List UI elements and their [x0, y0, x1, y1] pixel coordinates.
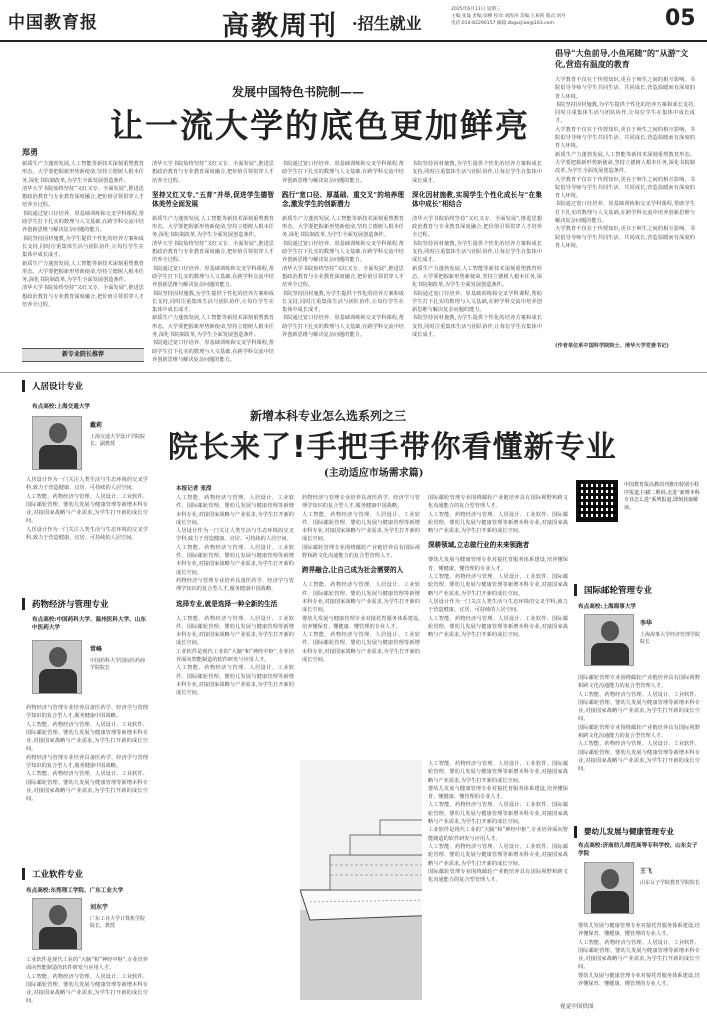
major-paragraph: 国际邮轮管理专业围绕邮轮产业链培养具有国际视野和跨文化沟通能力的复合型管理人才。 — [578, 675, 700, 690]
major-paragraph: 国际邮轮管理专业围绕邮轮产业链培养具有国际视野和跨文化沟通能力的复合型管理人才。 — [578, 724, 700, 740]
major-box-habitat-design — [22, 372, 148, 572]
series-paragraph: 人工智能、药物经济与管理、人居设计、工业软件、国际邮轮管理、婴幼儿发展与健康管理等新增本科专业,对接国家战略与产业需求,为学生打开新的成长空间。 — [428, 761, 568, 784]
photo-caption: 视觉中国供图 — [560, 1004, 594, 1010]
photo-head — [601, 621, 619, 641]
major-title: 国际邮轮管理专业 — [584, 586, 653, 596]
article-paragraph: 书院通过宽口径培养、厚基础训练和交叉学科课程,帮助学生打下扎实的数理与人文基础,在跨学科交流中培养创新思维与解决复杂问题的能力。 — [152, 265, 274, 289]
major-title: 药物经济与管理专业 — [32, 600, 109, 610]
major-paragraph: 人工智能、药物经济与管理、人居设计、工业软件、国际邮轮管理、婴幼儿发展与健康管理等新增本科专业,对接国家战略与产业需求,为学生打开新的成长空间。 — [26, 493, 148, 525]
major-paragraph: 婴幼儿发展与健康管理专业对接托育服务体系建设,培养懂保育、懂健康、懂管理的专业人才。 — [578, 972, 700, 988]
photo-body — [39, 669, 77, 694]
major-text — [578, 674, 700, 794]
series-paragraph: 国际邮轮管理专业围绕邮轮产业链培养具有国际视野和跨文化沟通能力的复合型管理人才。 — [302, 544, 420, 560]
major-paragraph: 人居设计作为一门关注人类生活与生态环境的交叉学科,致力于营造健康、宜居、可持续的人居空间。 — [26, 526, 148, 542]
person-name: 刘东宇 — [90, 904, 109, 911]
major-recruit: 布点高校:东莞理工学院、广东工业大学 — [26, 888, 124, 894]
series-paragraph: 国际邮轮管理专业围绕邮轮产业链培养具有国际视野和跨文化沟通能力的复合型管理人才。 — [428, 868, 568, 884]
major-title: 工业软件专业 — [32, 870, 84, 880]
article-paragraph: 书院坚持因材施教,为学生提供个性化的培养方案和成长支持,同时注重集体生活与团队协作,让每位学生在集体中成长成才。 — [412, 315, 542, 339]
person-photo — [32, 898, 82, 950]
major-title: 婴幼儿发展与健康管理专业 — [584, 827, 674, 836]
article-paragraph: 书院通过宽口径培养、厚基础训练和交叉学科课程,帮助学生打下扎实的数理与人文基础,在跨学科交流中培养创新思维与解决复杂问题的能力。 — [282, 161, 404, 184]
major-paragraph: 人居设计作为一门关注人类生活与生态环境的交叉学科,致力于营造健康、宜居、可持续的人居空间。 — [26, 477, 148, 492]
series-paragraph: 人工智能、药物经济与管理、人居设计、工业软件、国际邮轮管理、婴幼儿发展与健康管理等新增本科专业,对接国家战略与产业需求,为学生打开新的成长空间。 — [176, 615, 294, 647]
article-subhead-2: 践行“宽口径、厚基础、重交叉”的培养理念,激发学生的创新潜力 — [282, 190, 404, 208]
person-name: 王飞 — [640, 868, 653, 875]
major-recruit: 布点高校:济南幼儿师范高等专科学校、山东女子学院 — [578, 843, 698, 857]
article-paragraph: 清华大学书院始终坚持“又红又专、全面发展”,推进思想政治教育与专业教育深度融合,把价值引领贯穿人才培养全过程。 — [152, 240, 274, 264]
series-paragraph: 工业软件是现代工业的“大脑”和“神经中枢”,专业培养面向智能制造的软件研发与应用人才。 — [428, 827, 568, 842]
series-paragraph: 人工智能、药物经济与管理、人居设计、工业软件、国际邮轮管理、婴幼儿发展与健康管理等新增本科专业,对接国家战略与产业需求,为学生打开新的成长空间。 — [428, 802, 568, 826]
major-paragraph: 人工智能、药物经济与管理、人居设计、工业软件、国际邮轮管理、婴幼儿发展与健康管理等新增本科专业,对接国家战略与产业需求,为学生打开新的成长空间。 — [26, 973, 148, 1005]
qr-code[interactable] — [576, 480, 618, 522]
series-column-4 — [428, 760, 568, 1000]
major-text — [26, 476, 148, 564]
author-note: (作者单位系中国科学院院士、清华大学党委书记) — [555, 343, 669, 349]
series-paragraph: 人居设计作为一门关注人类生活与生态环境的交叉学科,致力于营造健康、宜居、可持续的人居空间。 — [428, 598, 568, 614]
editors-line: 主编:张曼 责编:徐柳 校对:刘海涛 美编:王莉莉 版式:刘丹 — [451, 14, 566, 19]
box-marker — [22, 868, 25, 880]
article-kicker: 发展中国特色书院制—— — [232, 85, 365, 99]
major-recruit: 布点高校:上海海事大学 — [578, 604, 637, 610]
box-marker — [22, 598, 25, 610]
sidebar-paragraph: 大学教育不仅在于传授知识,更在于师生之间的相互影响。书院倡导导师与学生共同生活、共同成长,营造温暖而有深度的育人环境。 — [555, 126, 695, 150]
article-subhead-1: 坚持又红又专,“五育”并举,促进学生德智体美劳全面发展 — [152, 190, 274, 208]
cruise-ship-illustration — [300, 760, 422, 1000]
series-paragraph: 婴幼儿发展与健康管理专业对接托育服务体系建设,培养懂保育、懂健康、懂管理的专业人才。 — [428, 785, 568, 801]
sidebar-paragraph: 大学教育不仅在于传授知识,更在于师生之间的相互影响。书院倡导导师与学生共同生活、共同成长,营造温暖而有深度的育人环境。 — [555, 77, 695, 100]
box-marker — [574, 826, 577, 838]
article-paragraph: 新质生产力蓬勃发展,人工智能等新技术深刻重塑教育形态。大学要把握新形势新使命,坚持立德树人根本任务,深化书院制改革,为学生全面发展创造条件。 — [22, 260, 144, 284]
major-text — [578, 922, 700, 1018]
series-paragraph: 人工智能、药物经济与管理、人居设计、工业软件、国际邮轮管理、婴幼儿发展与健康管理等新增本科专业,对接国家战略与产业需求,为学生打开新的成长空间。 — [176, 665, 294, 697]
masthead-info — [451, 6, 661, 27]
series-paragraph: 人居设计作为一门关注人类生活与生态环境的交叉学科,致力于营造健康、宜居、可持续的人居空间。 — [176, 528, 294, 543]
series-paragraph: 药物经济与管理专业培养具备医药学、经济学与管理学知识的复合型人才,服务健康中国战略。 — [176, 577, 294, 593]
series-paragraph: 婴幼儿发展与健康管理专业对接托育服务体系建设,培养懂保育、懂健康、懂管理的专业人才。 — [428, 557, 568, 572]
photo-body — [39, 927, 77, 950]
series-subtitle: (主动适应市场需求篇) — [324, 468, 424, 479]
article-paragraph: 清华大学书院始终坚持“又红又专、全面发展”,推进思想政治教育与专业教育深度融合,把价值引领贯穿人才培养全过程。 — [22, 285, 144, 309]
page-number: 05 — [665, 6, 696, 31]
major-text — [26, 956, 148, 1018]
series-paragraph: 人工智能、药物经济与管理、人居设计、工业软件、国际邮轮管理、婴幼儿发展与健康管理等新增本科专业,对接国家战略与产业需求,为学生打开新的成长空间。 — [428, 511, 568, 535]
article-paragraph: 书院坚持因材施教,为学生提供个性化的培养方案和成长支持,同时注重集体生活与团队协作,让每位学生在集体中成长成才。 — [22, 235, 144, 259]
article-paragraph: 书院通过宽口径培养、厚基础训练和交叉学科课程,帮助学生打下扎实的数理与人文基础,在跨学科交流中培养创新思维与解决复杂问题的能力。 — [412, 290, 542, 314]
left-rail-label: 新专业院长推荐 — [61, 351, 104, 358]
person-position: 广东工业大学计算机学院院长、教授 — [90, 916, 146, 929]
article-paragraph: 新质生产力蓬勃发展,人工智能等新技术深刻重塑教育形态。大学要把握新形势新使命,坚持立德树人根本任务,深化书院制改革,为学生全面发展创造条件。 — [412, 265, 542, 289]
major-box-pharma-econ — [22, 590, 148, 860]
article-column-1 — [22, 160, 144, 328]
major-paragraph: 药物经济与管理专业培养具备医药学、经济学与管理学知识的复合型人才,服务健康中国战略。 — [26, 754, 148, 770]
article-paragraph: 书院通过宽口径培养、厚基础训练和交叉学科课程,帮助学生打下扎实的数理与人文基础,在跨学科交流中培养创新思维与解决复杂问题的能力。 — [282, 240, 404, 264]
series-column-3 — [428, 494, 568, 754]
article-paragraph: 清华大学书院始终坚持“又红又专、全面发展”,推进思想政治教育与专业教育深度融合,把价值引领贯穿人才培养全过程。 — [152, 161, 274, 184]
person-name: 戴莉 — [90, 422, 103, 429]
series-column-1 — [176, 494, 294, 814]
sidebar-title: 倡导“大鱼前导,小鱼尾随”的“从游”文化,营造有温度的教育 — [555, 48, 689, 69]
major-paragraph: 药物经济与管理专业培养具备医药学、经济学与管理学知识的复合型人才,服务健康中国战略。 — [26, 705, 148, 720]
person-name: 李华 — [640, 620, 653, 627]
photo-body — [591, 643, 629, 666]
major-paragraph: 人工智能、药物经济与管理、人居设计、工业软件、国际邮轮管理、婴幼儿发展与健康管理等新增本科专业,对接国家战略与产业需求,为学生打开新的成长空间。 — [26, 721, 148, 753]
series-paragraph: 人工智能、药物经济与管理、人居设计、工业软件、国际邮轮管理、婴幼儿发展与健康管理等新增本科专业,对接国家战略与产业需求,为学生打开新的成长空间。 — [302, 582, 420, 614]
photo-head — [49, 423, 67, 443]
sidebar-paragraph: 大学教育不仅在于传授知识,更在于师生之间的相互影响。书院倡导导师与学生共同生活、共同成长,营造温暖而有深度的育人环境。 — [555, 226, 695, 249]
photo-head — [49, 905, 67, 925]
major-recruit: 布点高校:中国药科大学、温州医科大学、山东中医药大学 — [32, 617, 146, 631]
series-paragraph: 人工智能、药物经济与管理、人居设计、工业软件、国际邮轮管理、婴幼儿发展与健康管理等新增本科专业,对接国家战略与产业需求,为学生打开新的成长空间。 — [302, 511, 420, 543]
sidebar-paragraph: 书院通过宽口径培养、厚基础训练和交叉学科课程,帮助学生打下扎实的数理与人文基础,在跨学科交流中培养创新思维与解决复杂问题的能力。 — [555, 201, 695, 225]
series-reporter: 本报记者 张滢 — [176, 486, 212, 492]
major-paragraph: 婴幼儿发展与健康管理专业对接托育服务体系建设,培养懂保育、懂健康、懂管理的专业人才。 — [578, 923, 700, 938]
series-paragraph: 人工智能、药物经济与管理、人居设计、工业软件、国际邮轮管理、婴幼儿发展与健康管理等新增本科专业,对接国家战略与产业需求,为学生打开新的成长空间。 — [428, 615, 568, 639]
cruise-ship-photo — [300, 760, 422, 1000]
article-paragraph: 书院坚持因材施教,为学生提供个性化的培养方案和成长支持,同时注重集体生活与团队协作,让每位学生在集体中成长成才。 — [282, 290, 404, 314]
series-paragraph: 工业软件是现代工业的“大脑”和“神经中枢”,专业培养面向智能制造的软件研发与应用人才。 — [176, 648, 294, 664]
article-column-4 — [412, 160, 542, 390]
section-subtitle: ·招生就业 — [352, 14, 422, 33]
major-paragraph: 工业软件是现代工业的“大脑”和“神经中枢”,专业培养面向智能制造的软件研发与应用人才。 — [26, 957, 148, 972]
article-paragraph: 清华大学书院始终坚持“又红又专、全面发展”,推进思想政治教育与专业教育深度融合,把价值引领贯穿人才培养全过程。 — [282, 265, 404, 289]
series-paragraph: 人工智能、药物经济与管理、人居设计、工业软件、国际邮轮管理、婴幼儿发展与健康管理等新增本科专业,对接国家战略与产业需求,为学生打开新的成长空间。 — [176, 495, 294, 526]
article-byline: 郑勇 — [22, 147, 38, 157]
major-title: 人居设计专业 — [32, 382, 84, 392]
person-photo — [32, 640, 82, 694]
article-subhead-3: 深化因材施教,实现学生个性化成长与“在集体中成长”相结合 — [412, 190, 542, 208]
series-paragraph: 国际邮轮管理专业围绕邮轮产业链培养具有国际视野和跨文化沟通能力的复合型管理人才。 — [428, 495, 568, 510]
article-paragraph: 书院坚持因材施教,为学生提供个性化的培养方案和成长支持,同时注重集体生活与团队协作,让每位学生在集体中成长成才。 — [152, 290, 274, 314]
article-paragraph: 清华大学书院始终坚持“又红又专、全面发展”,推进思想政治教育与专业教育深度融合,把价值引领贯穿人才培养全过程。 — [22, 185, 144, 209]
newspaper-logo: 中国教育报 — [8, 13, 98, 33]
article-paragraph: 新质生产力蓬勃发展,人工智能等新技术深刻重塑教育形态。大学要把握新形势新使命,坚持立德树人根本任务,深化书院制改革,为学生全面发展创造条件。 — [152, 315, 274, 339]
sidebar-paragraph: 新质生产力蓬勃发展,人工智能等新技术深刻重塑教育形态。大学要把握新形势新使命,坚持立德树人根本任务,深化书院制改革,为学生全面发展创造条件。 — [555, 151, 695, 175]
major-text — [26, 704, 148, 854]
qr-description: 中国教育报高教周刊推出特别小程序报道,扫描二维码,走进“新增本科专业怎么选”系列报道,即刻获取解读。 — [624, 482, 700, 511]
major-paragraph: 人工智能、药物经济与管理、人居设计、工业软件、国际邮轮管理、婴幼儿发展与健康管理等新增本科专业,对接国家战略与产业需求,为学生打开新的成长空间。 — [578, 691, 700, 723]
major-paragraph: 人工智能、药物经济与管理、人居设计、工业软件、国际邮轮管理、婴幼儿发展与健康管理等新增本科专业,对接国家战略与产业需求,为学生打开新的成长空间。 — [26, 771, 148, 803]
series-headline: 院长来了!手把手带你看懂新专业 — [168, 430, 617, 465]
article-paragraph: 新质生产力蓬勃发展,人工智能等新技术深刻重塑教育形态。大学要把握新形势新使命,坚持立德树人根本任务,深化书院制改革,为学生全面发展创造条件。 — [282, 215, 404, 239]
photo-head — [601, 869, 619, 889]
article-column-2 — [152, 160, 274, 390]
series-column-2 — [302, 494, 420, 754]
sidebar-paragraph: 书院坚持因材施教,为学生提供个性化的培养方案和成长支持,同时注重集体生活与团队协作,让每位学生在集体中成长成才。 — [555, 101, 695, 125]
major-box-industrial-software — [22, 860, 148, 1020]
series-kicker: 新增本科专业怎么选系列之三 — [250, 409, 407, 423]
person-position: 上海海事大学经济管理学院院长 — [640, 632, 701, 645]
box-marker — [22, 380, 25, 392]
article-paragraph: 书院坚持因材施教,为学生提供个性化的培养方案和成长支持,同时注重集体生活与团队协作,让每位学生在集体中成长成才。 — [412, 161, 542, 184]
person-name: 常峰 — [90, 646, 103, 653]
series-paragraph: 人工智能、药物经济与管理、人居设计、工业软件、国际邮轮管理、婴幼儿发展与健康管理等新增本科专业,对接国家战略与产业需求,为学生打开新的成长空间。 — [302, 632, 420, 664]
major-recruit: 布点高校:上海交通大学 — [32, 404, 91, 410]
box-marker — [574, 584, 577, 596]
article-headline: 让一流大学的底色更加鲜亮 — [110, 106, 530, 145]
series-paragraph: 人工智能、药物经济与管理、人居设计、工业软件、国际邮轮管理、婴幼儿发展与健康管理等新增本科专业,对接国家战略与产业需求,为学生打开新的成长空间。 — [428, 843, 568, 867]
person-position: 山东女子学院教育学院院长 — [640, 880, 701, 886]
series-paragraph: 人工智能、药物经济与管理、人居设计、工业软件、国际邮轮管理、婴幼儿发展与健康管理等新增本科专业,对接国家战略与产业需求,为学生打开新的成长空间。 — [428, 574, 568, 597]
article-paragraph: 书院坚持因材施教,为学生提供个性化的培养方案和成长支持,同时注重集体生活与团队协作,让每位学生在集体中成长成才。 — [412, 240, 542, 264]
series-paragraph: 人工智能、药物经济与管理、人居设计、工业软件、国际邮轮管理、婴幼儿发展与健康管理等新增本科专业,对接国家战略与产业需求,为学生打开新的成长空间。 — [176, 544, 294, 576]
article-paragraph: 书院通过宽口径培养、厚基础训练和交叉学科课程,帮助学生打下扎实的数理与人文基础,在跨学科交流中培养创新思维与解决复杂问题的能力。 — [282, 315, 404, 339]
article-paragraph: 新质生产力蓬勃发展,人工智能等新技术深刻重塑教育形态。大学要把握新形势新使命,坚持立德树人根本任务,深化书院制改革,为学生全面发展创造条件。 — [22, 161, 144, 184]
person-position: 上海交通大学设计学院院长、副教授 — [90, 434, 146, 447]
series-paragraph: 药物经济与管理专业培养具备医药学、经济学与管理学知识的复合型人才,服务健康中国战略。 — [302, 495, 420, 510]
photo-head — [49, 647, 67, 667]
section-title: 高教周刊 — [222, 11, 338, 42]
sidebar-column — [555, 76, 695, 338]
article-paragraph: 书院通过宽口径培养、厚基础训练和交叉学科课程,帮助学生打下扎实的数理与人文基础,在跨学科交流中培养创新思维与解决复杂问题的能力。 — [152, 340, 274, 363]
major-box-infant-health — [574, 822, 700, 1022]
left-rail-label-bar — [22, 348, 144, 362]
masthead — [0, 0, 707, 42]
major-paragraph: 人工智能、药物经济与管理、人居设计、工业软件、国际邮轮管理、婴幼儿发展与健康管理等新增本科专业,对接国家战略与产业需求,为学生打开新的成长空间。 — [578, 741, 700, 773]
article-paragraph: 清华大学书院始终坚持“又红又专、全面发展”,推进思想政治教育与专业教育深度融合,把价值引领贯穿人才培养全过程。 — [412, 215, 542, 239]
major-paragraph: 人工智能、药物经济与管理、人居设计、工业软件、国际邮轮管理、婴幼儿发展与健康管理等新增本科专业,对接国家战略与产业需求,为学生打开新的成长空间。 — [578, 939, 700, 971]
photo-body — [39, 445, 77, 470]
person-photo — [32, 416, 82, 470]
contact-line: 电话:010-82296157 邮箱:zbgxcjiao@163.com — [451, 21, 554, 26]
major-box-cruise-management — [574, 580, 700, 800]
photo-body — [591, 891, 629, 914]
article-paragraph: 新质生产力蓬勃发展,人工智能等新技术深刻重塑教育形态。大学要把握新形势新使命,坚持立德树人根本任务,深化书院制改革,为学生全面发展创造条件。 — [152, 215, 274, 239]
sidebar-paragraph: 大学教育不仅在于传授知识,更在于师生之间的相互影响。书院倡导导师与学生共同生活、共同成长,营造温暖而有深度的育人环境。 — [555, 176, 695, 200]
series-subhead-2: 跨界融合,让自己成为社会需要的人 — [302, 566, 404, 575]
date-line: 2025年6月11日 星期三 — [451, 7, 501, 12]
article-column-3 — [282, 160, 404, 390]
person-position: 中国药科大学国际医药商学院院长 — [90, 658, 146, 671]
person-photo — [584, 614, 634, 666]
series-subhead-1: 选择专业,就是选择一种全新的生活 — [176, 599, 278, 608]
article-paragraph: 书院通过宽口径培养、厚基础训练和交叉学科课程,帮助学生打下扎实的数理与人文基础,在跨学科交流中培养创新思维与解决复杂问题的能力。 — [22, 210, 144, 234]
person-photo — [584, 862, 634, 914]
series-paragraph: 婴幼儿发展与健康管理专业对接托育服务体系建设,培养懂保育、懂健康、懂管理的专业人才。 — [302, 615, 420, 630]
series-subhead-3: 深耕领域,立志做行业的未来领跑者 — [428, 541, 530, 550]
